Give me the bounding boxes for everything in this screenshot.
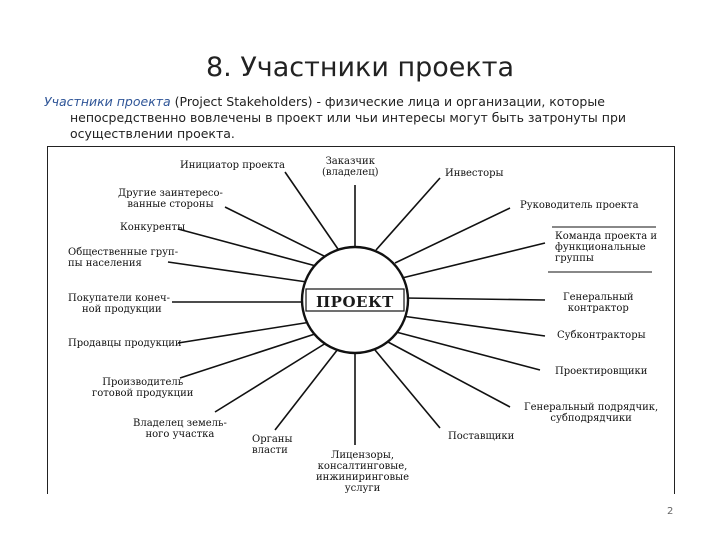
slide-title: 8. Участники проекта: [205, 52, 514, 83]
label-buyers: Покупатели конеч- ной продукции: [68, 293, 170, 315]
spoke-designers: [396, 332, 540, 370]
label-general-contractor: Генеральный контрактор: [563, 292, 634, 314]
spoke-land-owner: [215, 343, 326, 412]
label-suppliers: Поставщики: [448, 431, 515, 442]
definition-line-3: осуществлении проекта.: [70, 126, 235, 141]
spoke-other-parties: [225, 207, 326, 257]
spoke-general-builder: [388, 342, 510, 407]
project-label: ПРОЕКТ: [316, 293, 394, 311]
label-sellers: Продавцы продукции: [68, 338, 182, 349]
label-other-parties: Другие заинтересо- ванные стороны: [118, 188, 223, 210]
spoke-investors: [376, 178, 440, 250]
label-population: Общественные груп- пы населения: [68, 247, 179, 269]
spoke-authorities: [275, 349, 338, 430]
label-competitors: Конкуренты: [120, 222, 186, 233]
definition-line-2: непосредственно вовлечены в проект или чьи интересы могут быть затронуты при: [70, 110, 627, 125]
page-number: 2: [667, 506, 674, 517]
spoke-suppliers: [375, 350, 440, 428]
label-customer: Заказчик (владелец): [322, 156, 379, 178]
label-manager: Руководитель проекта: [520, 200, 639, 211]
spoke-manager: [395, 208, 510, 263]
label-licensors: Лицензоры, консалтинговые, инжиниринговые услуги: [316, 450, 410, 494]
definition-line-1: (Project Stakeholders) - физические лица и организации, которые: [170, 94, 605, 109]
label-investors: Инвесторы: [445, 168, 504, 179]
label-authorities: Органы власти: [252, 434, 293, 456]
spoke-team: [402, 243, 545, 278]
label-designers: Проектировщики: [555, 366, 648, 377]
spoke-subcontractors: [402, 316, 545, 336]
label-subcontractors: Субконтракторы: [557, 330, 646, 341]
definition-term: Участники проекта: [44, 94, 171, 109]
label-team: Команда проекта и функциональные группы: [555, 231, 658, 264]
label-land-owner: Владелец земель- ного участка: [133, 418, 227, 440]
spoke-sellers: [178, 322, 311, 343]
label-producer: Производитель готовой продукции: [92, 377, 194, 399]
spoke-general-contractor: [404, 298, 545, 300]
spoke-competitors: [178, 229, 316, 266]
spoke-population: [168, 262, 307, 282]
label-general-builder: Генеральный подрядчик, субподрядчики: [524, 402, 659, 424]
label-initiator: Инициатор проекта: [180, 160, 285, 171]
